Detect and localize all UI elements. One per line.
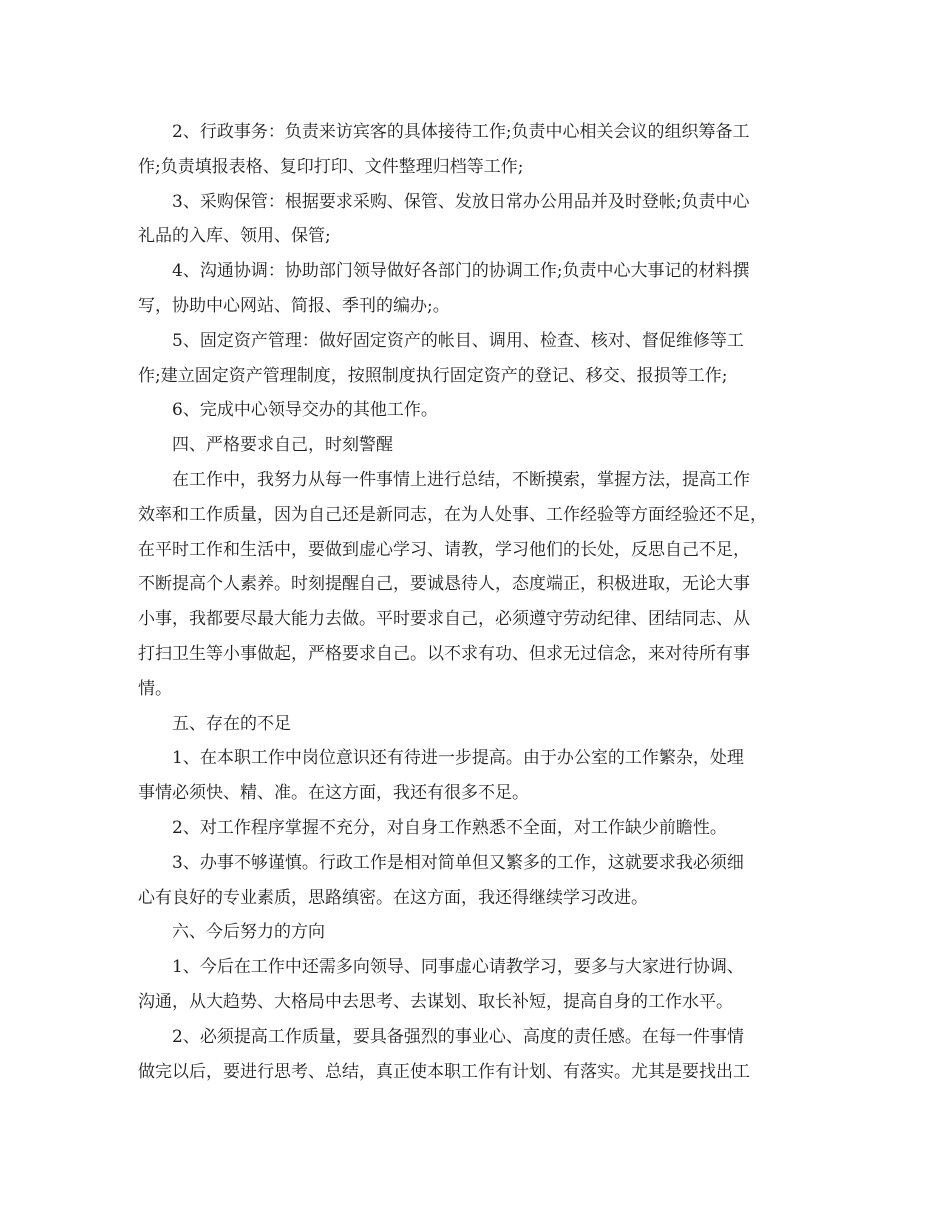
text-line: 小事，我都要尽最大能力去做。平时要求自己，必须遵守劳动纪律、团结同志、从 xyxy=(138,609,750,630)
text-line: 在平时工作和生活中，要做到虚心学习、请教，学习他们的长处，反思自己不足， xyxy=(138,539,750,560)
paragraph-other-tasks xyxy=(138,393,816,428)
text-line: 4、沟通协调：协助部门领导做好各部门的协调工作;负责中心大事记的材料撰 xyxy=(172,261,750,282)
text-line: 3、办事不够谨慎。行政工作是相对简单但又繁多的工作，这就要求我必须细 xyxy=(172,852,744,873)
text-line: 事情必须快、精、准。在这方面，我还有很多不足。 xyxy=(138,783,529,804)
text-line: 6、完成中心领导交办的其他工作。 xyxy=(172,400,438,421)
paragraph-coordination xyxy=(138,254,816,324)
paragraph-heading-four xyxy=(138,428,816,463)
document-body xyxy=(138,115,816,1089)
text-line: 打扫卫生等小事做起，严格要求自己。以不求有功、但求无过信念，来对待所有事 xyxy=(138,643,750,664)
paragraph-purchasing xyxy=(138,185,816,255)
text-line: 作;负责填报表格、复印打印、文件整理归档等工作; xyxy=(138,156,524,177)
text-line: 五、存在的不足 xyxy=(172,713,291,734)
text-line: 做完以后，要进行思考、总结，真正使本职工作有计划、有落实。尤其是要找出工 xyxy=(138,1061,750,1082)
paragraph-shortcoming-one xyxy=(138,741,816,811)
paragraph-self-discipline xyxy=(138,463,816,707)
paragraph-heading-five xyxy=(138,707,816,742)
paragraph-direction-two xyxy=(138,1020,816,1090)
text-line: 沟通，从大趋势、大格局中去思考、去谋划、取长补短，提高自身的工作水平。 xyxy=(138,991,733,1012)
text-line: 写，协助中心网站、简报、季刊的编办;。 xyxy=(138,295,450,316)
text-line: 1、在本职工作中岗位意识还有待进一步提高。由于办公室的工作繁杂，处理 xyxy=(172,748,744,769)
text-line: 四、严格要求自己，时刻警醒 xyxy=(172,435,393,456)
text-line: 心有良好的专业素质，思路缜密。在这方面，我还得继续学习改进。 xyxy=(138,887,648,908)
text-line: 在工作中，我努力从每一件事情上进行总结，不断摸索，掌握方法，提高工作 xyxy=(172,469,750,490)
paragraph-admin-affairs xyxy=(138,115,816,185)
text-line: 情。 xyxy=(138,678,172,699)
text-line: 2、对工作程序掌握不充分，对自身工作熟悉不全面，对工作缺少前瞻性。 xyxy=(172,817,727,838)
paragraph-shortcoming-three xyxy=(138,846,816,916)
text-line: 不断提高个人素养。时刻提醒自己，要诚恳待人，态度端正，积极进取，无论大事 xyxy=(138,574,750,595)
text-line: 2、行政事务：负责来访宾客的具体接待工作;负责中心相关会议的组织筹备工 xyxy=(172,122,750,142)
paragraph-shortcoming-two xyxy=(138,811,816,846)
text-line: 5、固定资产管理：做好固定资产的帐目、调用、检查、核对、督促维修等工 xyxy=(172,330,744,351)
text-line: 六、今后努力的方向 xyxy=(172,922,325,943)
text-line: 2、必须提高工作质量，要具备强烈的事业心、高度的责任感。在每一件事情 xyxy=(172,1026,744,1047)
text-line: 3、采购保管：根据要求采购、保管、发放日常办公用品并及时登帐;负责中心 xyxy=(172,191,750,212)
text-line: 效率和工作质量，因为自己还是新同志，在为人处事、工作经验等方面经验还不足， xyxy=(138,504,767,525)
text-line: 作;建立固定资产管理制度，按照制度执行固定资产的登记、移交、报损等工作; xyxy=(138,365,728,386)
text-line: 礼品的入库、领用、保管; xyxy=(138,226,331,247)
paragraph-fixed-assets xyxy=(138,324,816,394)
paragraph-heading-six xyxy=(138,915,816,950)
text-line: 1、今后在工作中还需多向领导、同事虚心请教学习，要多与大家进行协调、 xyxy=(172,957,744,978)
paragraph-direction-one xyxy=(138,950,816,1020)
